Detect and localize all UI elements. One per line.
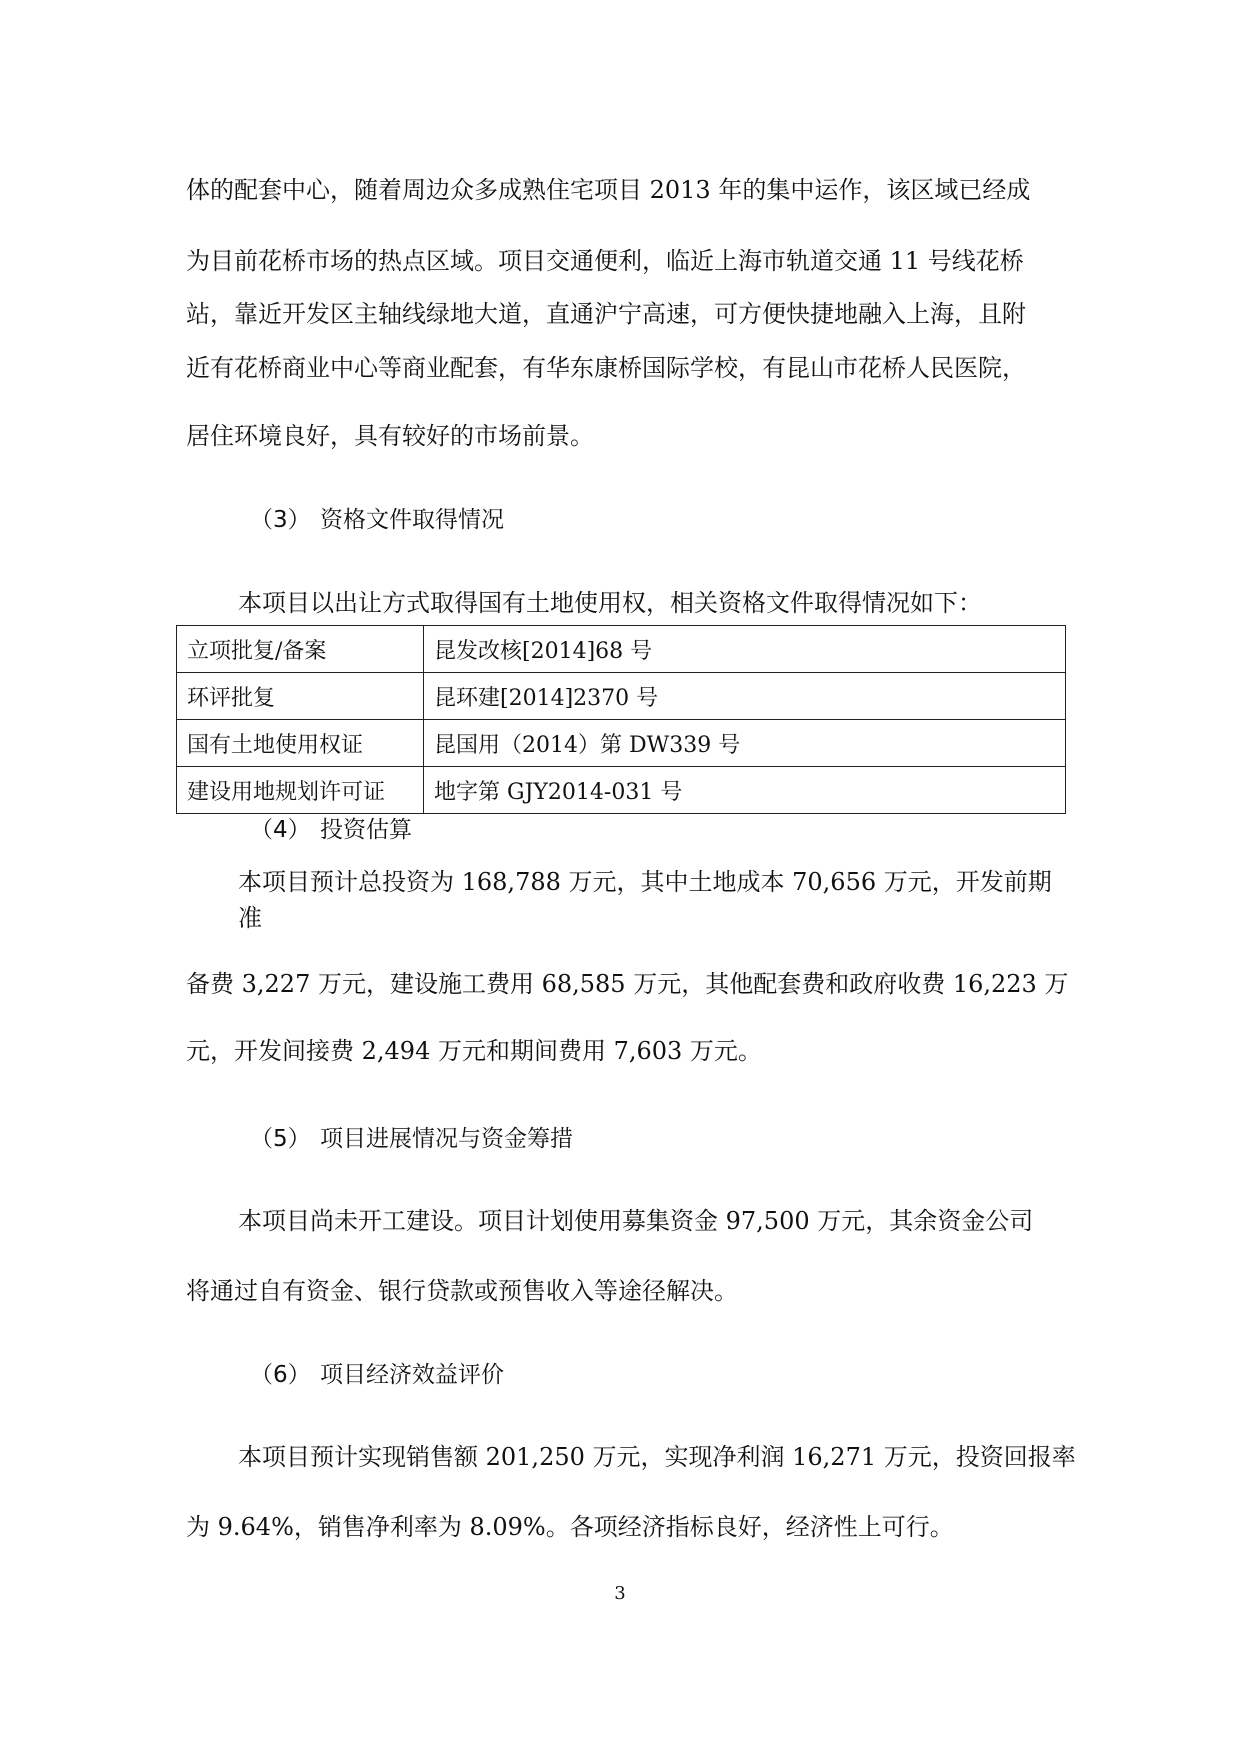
section-6-title: 项目经济效益评价 bbox=[320, 1362, 504, 1388]
table-row bbox=[177, 767, 1066, 814]
section-6-line-2: 为 9.64%，销售净利率为 8.09%。各项经济指标良好，经济性上可行。 bbox=[186, 1513, 954, 1541]
location-paragraph-line-1: 体的配套中心，随着周边众多成熟住宅项目 2013 年的集中运作，该区域已经成 bbox=[186, 176, 1031, 204]
table-cell-value: 昆国用（2014）第 DW339 号 bbox=[424, 720, 1066, 767]
section-5-heading bbox=[250, 1124, 573, 1154]
table-cell-value: 昆发改核[2014]68 号 bbox=[424, 626, 1066, 673]
table-cell-item: 立项批复/备案 bbox=[177, 626, 424, 673]
location-paragraph-line-4: 近有花桥商业中心等商业配套，有华东康桥国际学校，有昆山市花桥人民医院， bbox=[186, 354, 1026, 382]
section-5-title: 项目进展情况与资金筹措 bbox=[320, 1126, 573, 1152]
location-paragraph-line-2: 为目前花桥市场的热点区域。项目交通便利，临近上海市轨道交通 11 号线花桥 bbox=[186, 247, 1024, 275]
section-5-line-2: 将通过自有资金、银行贷款或预售收入等途径解决。 bbox=[186, 1277, 738, 1305]
location-paragraph-line-3: 站，靠近开发区主轴线绿地大道，直通沪宁高速，可方便快捷地融入上海，且附 bbox=[186, 300, 1026, 328]
section-6-line-1: 本项目预计实现销售额 201,250 万元，实现净利润 16,271 万元，投资回报率 bbox=[238, 1443, 1076, 1471]
location-paragraph-line-5: 居住环境良好，具有较好的市场前景。 bbox=[186, 422, 594, 450]
table-cell-value: 昆环建[2014]2370 号 bbox=[424, 673, 1066, 720]
section-4-number: （4） bbox=[250, 817, 311, 843]
table-row bbox=[177, 720, 1066, 767]
table-cell-item: 国有土地使用权证 bbox=[177, 720, 424, 767]
table-row bbox=[177, 626, 1066, 673]
table-cell-item: 建设用地规划许可证 bbox=[177, 767, 424, 814]
section-5-line-1: 本项目尚未开工建设。项目计划使用募集资金 97,500 万元，其余资金公司 bbox=[238, 1207, 1034, 1235]
section-3-number: （3） bbox=[250, 507, 311, 533]
section-4-line-3: 备费 3,227 万元，建设施工费用 68,585 万元，其他配套费和政府收费 16,223 万 bbox=[186, 970, 1069, 998]
table-cell-value: 地字第 GJY2014-031 号 bbox=[424, 767, 1066, 814]
table-row bbox=[177, 673, 1066, 720]
section-6-number: （6） bbox=[250, 1362, 311, 1388]
section-6-heading bbox=[250, 1360, 504, 1390]
page-number: 3 bbox=[614, 1583, 626, 1604]
section-5-number: （5） bbox=[250, 1126, 311, 1152]
table-cell-item: 环评批复 bbox=[177, 673, 424, 720]
section-4-line-1: 本项目预计总投资为 168,788 万元，其中土地成本 70,656 万元，开发前期 bbox=[238, 868, 1052, 896]
section-4-line-2: 准 bbox=[238, 904, 262, 932]
section-4-heading bbox=[250, 815, 412, 845]
qualifications-table bbox=[176, 625, 1066, 814]
section-3-title: 资格文件取得情况 bbox=[320, 507, 504, 533]
section-4-title: 投资估算 bbox=[320, 817, 412, 843]
section-3-intro: 本项目以出让方式取得国有土地使用权，相关资格文件取得情况如下： bbox=[238, 589, 982, 617]
section-4-line-4: 元，开发间接费 2,494 万元和期间费用 7,603 万元。 bbox=[186, 1037, 762, 1065]
section-3-heading bbox=[250, 505, 504, 535]
